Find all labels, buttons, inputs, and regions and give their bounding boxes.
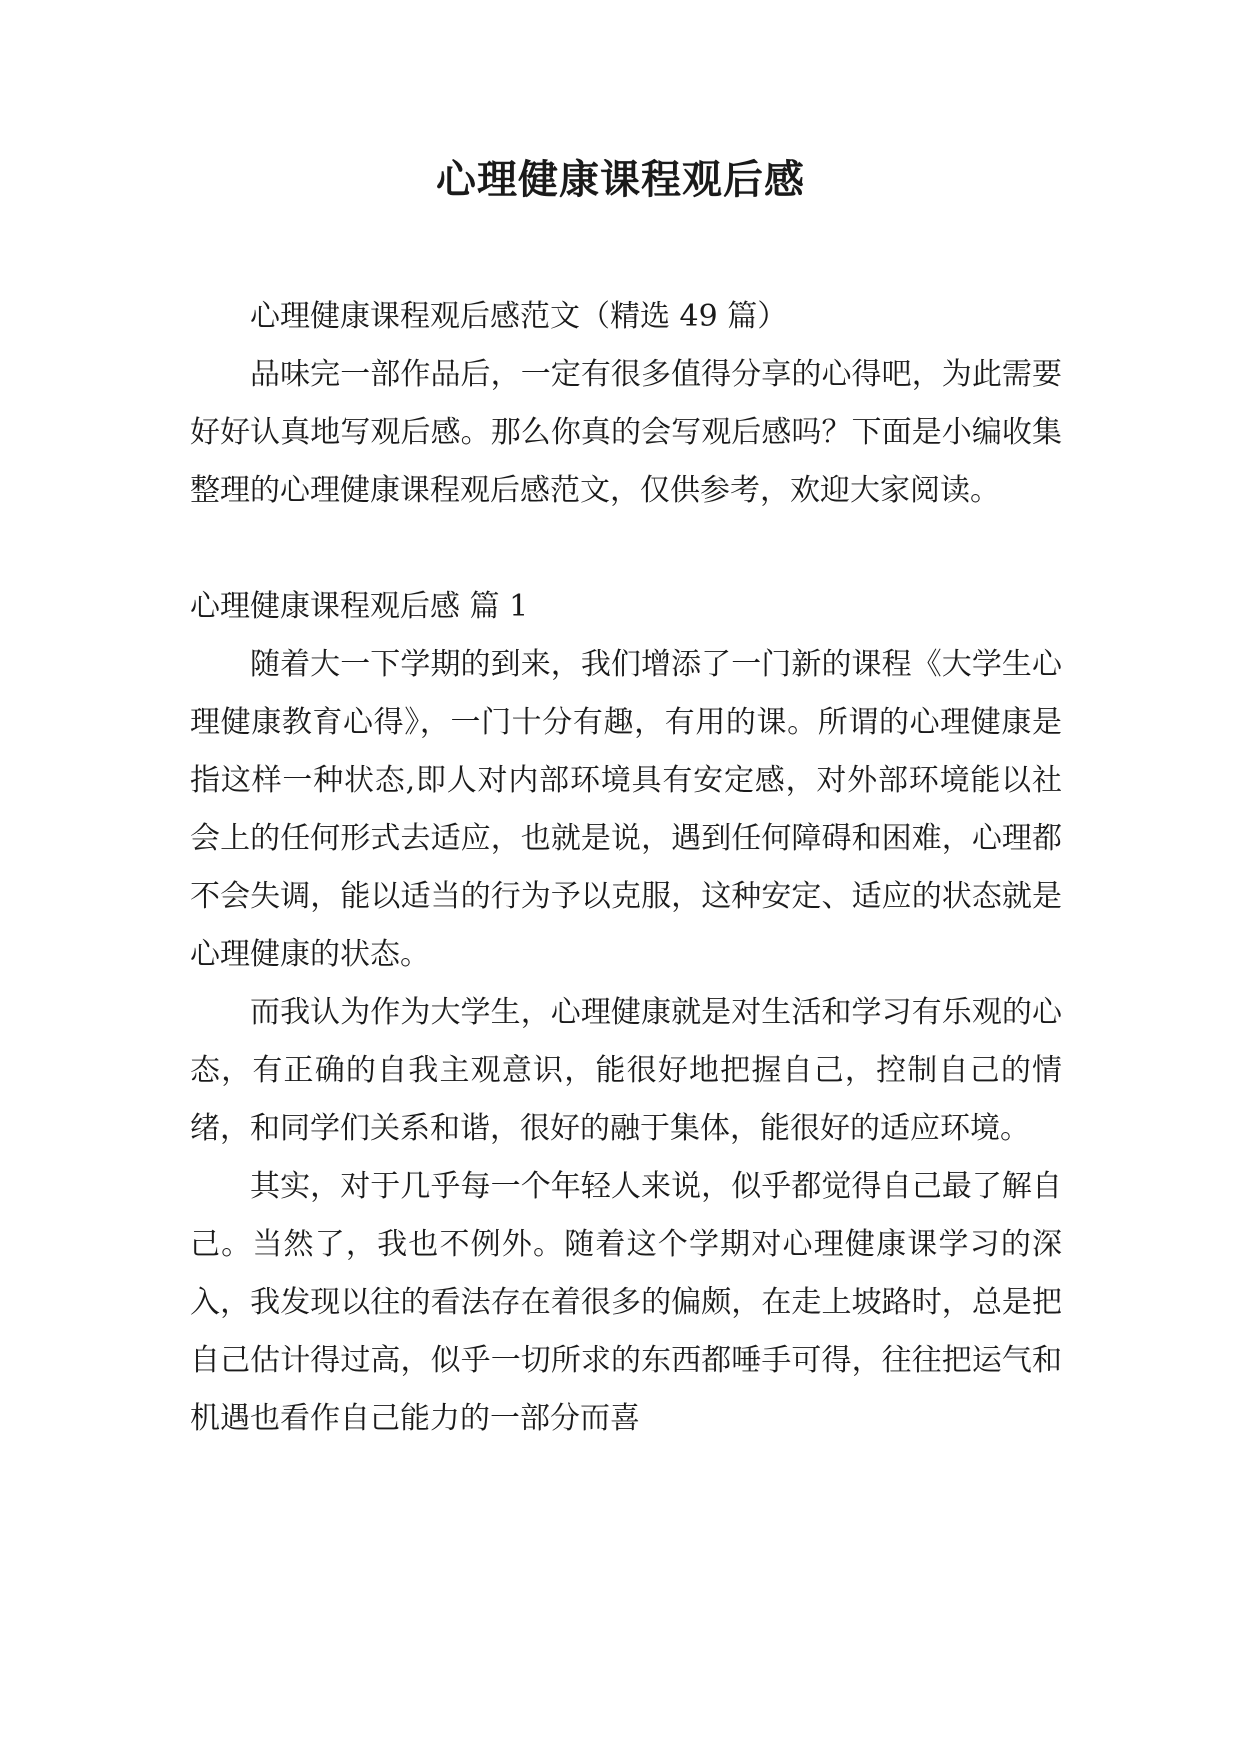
section-heading: 心理健康课程观后感 篇 1 (190, 589, 529, 624)
body-paragraph-1: 随着大一下学期的到来，我们增添了一门新的课程《大学生心理健康教育心得》，一门十分有趣，有用的课。所谓的心理健康是指这样一种状态,即人对内部环境具有安定感，对外部环境能以社会上的任何形式去适应，也就是说，遇到任何障碍和困难，心理都不会失调，能以适当的行为予以克服，这种安定、适应的状态就是心理健康的状态。 (190, 647, 1062, 972)
body-paragraph-2: 而我认为作为大学生，心理健康就是对生活和学习有乐观的心态，有正确的自我主观意识，能很好地把握自己，控制自己的情绪，和同学们关系和谐，很好的融于集体，能很好的适应环境。 (190, 995, 1062, 1146)
document-title: 心理健康课程观后感 (436, 157, 805, 203)
intro-paragraph: 品味完一部作品后，一定有很多值得分享的心得吧，为此需要好好认真地写观后感。那么你真的会写观后感吗？下面是小编收集整理的心理健康课程观后感范文，仅供参考，欢迎大家阅读。 (190, 357, 1062, 508)
body-paragraph-3: 其实，对于几乎每一个年轻人来说，似乎都觉得自己最了解自己。当然了，我也不例外。随着这个学期对心理健康课学习的深入，我发现以往的看法存在着很多的偏颇，在走上坡路时，总是把自己估计得过高，似乎一切所求的东西都唾手可得，往往把运气和机遇也看作自己能力的一部分而喜 (190, 1169, 1062, 1436)
document-subtitle: 心理健康课程观后感范文（精选 49 篇） (250, 299, 788, 334)
document-body (190, 288, 1062, 1448)
